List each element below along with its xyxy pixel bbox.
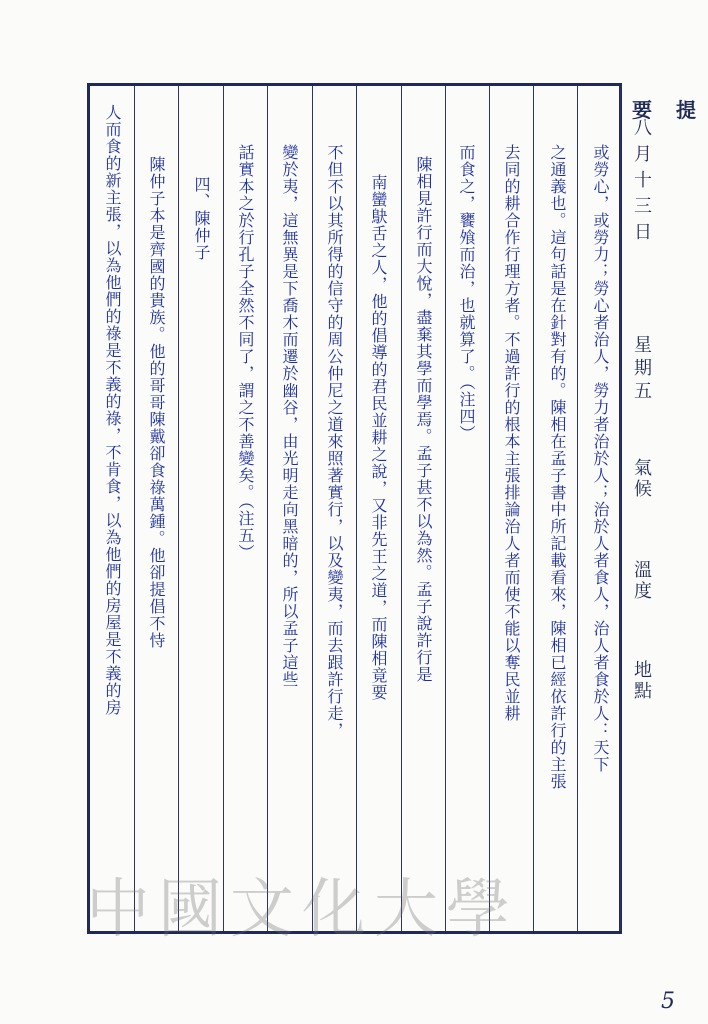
column-rule <box>356 86 357 931</box>
diary-place: 地點 <box>631 660 652 702</box>
column-rule <box>223 86 224 931</box>
text-column-1: 或勞心，或勞力；勞心者治人，勞力者治於人；治於人者食人，治人者食於人：天下 <box>591 144 610 773</box>
column-rule <box>267 86 268 931</box>
column-rule <box>577 86 578 931</box>
text-column-9: 話實本之於行孔子全然不同了，謂之不善變矣。（注五） <box>236 144 255 561</box>
text-column-3: 去同的耕合作行理方者。不過許行的根本主張排論治人者而使不能以奪民並耕 <box>502 144 521 722</box>
page-number: 5 <box>661 989 675 1014</box>
column-rule <box>489 86 490 931</box>
diary-temperature: 溫度 <box>631 560 652 602</box>
text-column-7: 不但不以其所得的信守的周公仲尼之道來照著實行，以及變夷，而去跟許行走， <box>325 144 344 739</box>
header-label-right: 提 <box>676 97 696 122</box>
column-rule <box>312 86 313 931</box>
column-rule <box>134 86 135 931</box>
text-column-5: 陳相見許行而大悅，盡棄其學而學焉。孟子甚不以為然。孟子說許行是 <box>414 156 433 683</box>
diary-weather: 氣候 <box>631 458 652 500</box>
column-rule <box>178 86 179 931</box>
diary-weekday: 星期五 <box>631 335 652 404</box>
column-rule <box>533 86 534 931</box>
text-column-4: 而食之，饔飧而治，也就算了。（注四） <box>457 144 476 442</box>
text-column-13: 人而食的新主張，以為他們的祿是不義的祿，不肯食，以為他們的房屋是不義的房 <box>103 104 122 716</box>
column-rule <box>401 86 402 931</box>
header-label-left: 要 <box>632 97 652 122</box>
text-column-12: 陳仲子本是齊國的貴族。他的哥哥陳戴卻食祿萬鍾。他卻提倡不恃 <box>147 156 166 649</box>
text-column-8: 變於夷，這無異是下喬木而遷於幽谷，由光明走向黑暗的，所以孟子這些 <box>280 144 299 688</box>
column-rule <box>620 86 621 931</box>
text-column-2: 之通義也。這句話是在針對有的。陳相在孟子書中所記載看來，陳相已經依許行的主張 <box>548 144 567 790</box>
column-rule <box>445 86 446 931</box>
watermark: 中國文化大學 <box>86 873 518 947</box>
text-column-6: 南蠻鴃舌之人，他的倡導的君民並耕之說，又非先王之道，而陳相竟要 <box>369 174 388 701</box>
section-heading: 四、陳仲子 <box>192 176 211 261</box>
diary-date: 八月十三日 <box>631 118 652 248</box>
